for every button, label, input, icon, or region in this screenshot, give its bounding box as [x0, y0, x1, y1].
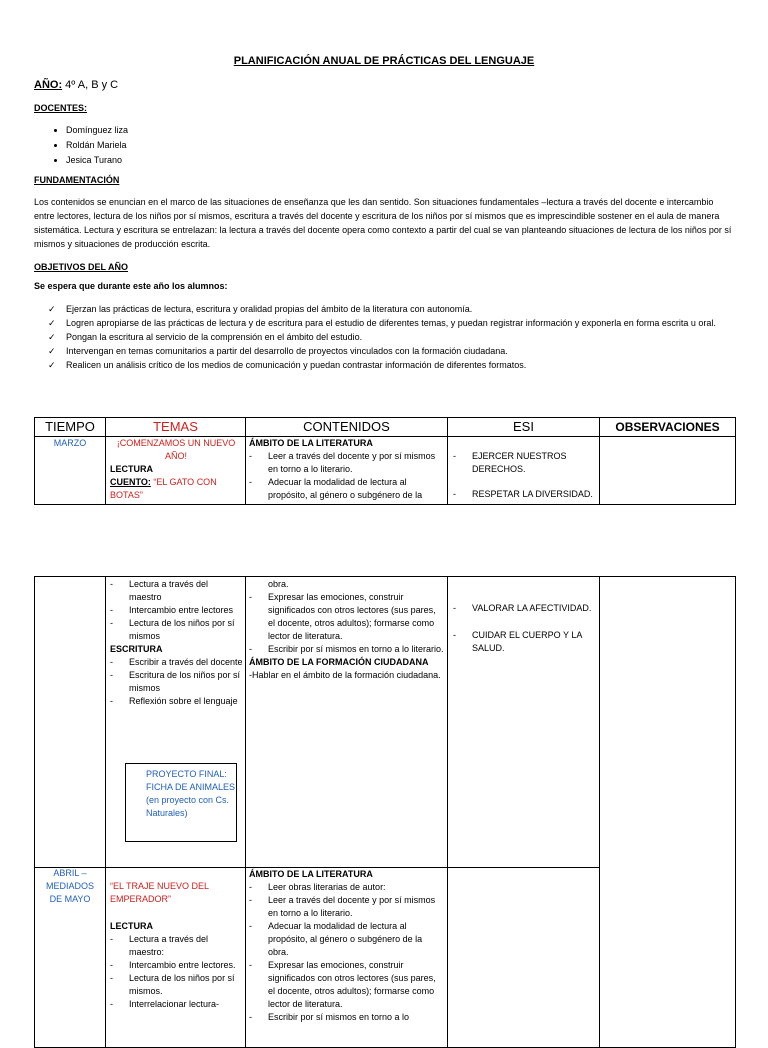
esi-item: - EJERCER NUESTROS DERECHOS.: [453, 451, 567, 474]
contenido-item: - Escribir por sí mismos en torno a lo literario.: [249, 644, 444, 654]
row2-tiempo: ABRIL – MEDIADOS DE MAYO: [45, 868, 94, 904]
contenido-item: - Escribir por sí mismos en torno a lo: [249, 1012, 410, 1022]
check-icon: ✓: [48, 346, 56, 356]
row1-esi-cont: [453, 602, 593, 655]
page-title: PLANIFICACIÓN ANUAL DE PRÁCTICAS DEL LENGUAJE: [233, 55, 535, 67]
ano-label: AÑO:: [34, 79, 63, 91]
objetivo-item: ✓ Intervengan en temas comunitarios a partir del desarrollo de proyectos vinculados con la formación ciudadana.: [48, 346, 508, 356]
esi-item: - RESPETAR LA DIVERSIDAD.: [453, 489, 593, 499]
docentes-label: DOCENTES:: [34, 103, 88, 113]
row1-temas: [110, 437, 242, 502]
row1-esi: [453, 450, 593, 501]
ciudadana-text: -Hablar en el ámbito de la formación ciudadana.: [249, 670, 441, 680]
ambito-ciudadana: ÁMBITO DE LA FORMACIÓN CIUDADANA: [249, 657, 429, 667]
proyecto-final-text: PROYECTO FINAL: FICHA DE ANIMALES (en proyecto con Cs. Naturales): [146, 769, 236, 818]
header-esi: ESI: [513, 419, 534, 434]
tema-item: - Reflexión sobre el lenguaje: [110, 696, 238, 706]
tema-item: - Lectura a través del maestro: [110, 579, 209, 602]
planning-table-header-block: [34, 417, 736, 505]
row1-lectura-label: LECTURA: [110, 464, 153, 474]
row2-tema-title: “EL TRAJE NUEVO DEL EMPERADOR”: [110, 881, 209, 904]
row2-ambito: ÁMBITO DE LA LITERATURA: [249, 869, 373, 879]
tema-item: - Escritura de los niños por sí mismos: [110, 670, 241, 693]
check-icon: ✓: [48, 304, 56, 314]
objetivos-lead: Se espera que durante este año los alumnos:: [34, 281, 228, 291]
objetivo-item: ✓ Pongan la escritura al servicio de la comprensión en el ámbito del estudio.: [48, 332, 363, 342]
row1-contenidos-cont: [249, 578, 444, 682]
row1-tiempo: MARZO: [53, 438, 87, 448]
header-tiempo: TIEMPO: [45, 419, 95, 434]
row2-contenidos: [249, 868, 444, 1024]
docentes-list: [50, 123, 128, 168]
planning-table-continued: [34, 576, 736, 1048]
row1-contenidos: [249, 437, 443, 502]
esi-item: - CUIDAR EL CUERPO Y LA SALUD.: [453, 630, 582, 653]
tema-item: - Intercambio entre lectores.: [110, 960, 236, 970]
fundamentacion-label: FUNDAMENTACIÓN: [34, 175, 120, 185]
header-observaciones: OBSERVACIONES: [615, 420, 720, 434]
ano-line: [34, 79, 118, 91]
contenido-item: - Expresar las emociones, construir significados con otros lectores (sus pares, el docente, otros adultos); formarse como lector de literatura.: [249, 592, 436, 641]
contenido-item: - Adecuar la modalidad de lectura al propósito, al género o subgénero de la obra.: [249, 921, 423, 957]
check-icon: ✓: [48, 332, 56, 342]
check-icon: ✓: [48, 318, 56, 328]
fundamentacion-text: Los contenidos se enuncian en el marco de las situaciones de enseñanza que les dan sentido. Son situaciones fundamentales –lectura a través del docente e intercambio entre lectores, lectura de los niños por sí mismos, escritura a través del docente y escritura de los niños por sí mismos que es imprescindible sostener en el aula de manera sistemática. Lectura y escritura se entrelazan: la lectura a través del docente opera como contexto a partir del cual se van planteando situaciones de lectura de los niños por sí mismos y situaciones de producción escrita.: [34, 197, 732, 249]
proyecto-final-box: [125, 763, 237, 842]
tema-item: - Lectura de los niños por sí mismos.: [110, 973, 235, 996]
contenido-continuation: obra.: [268, 579, 289, 589]
objetivo-item: ✓ Ejerzan las prácticas de lectura, escritura y oralidad propias del ámbito de la literatura con autonomía.: [48, 304, 473, 314]
row1-ambito: ÁMBITO DE LA LITERATURA: [249, 438, 373, 448]
row2-temas: [110, 880, 243, 1011]
objetivo-item: ✓ Logren apropiarse de las prácticas de lectura y de escritura para el estudio de diferentes temas, y puedan registrar información y exponerla en forma escrita u oral.: [48, 318, 716, 328]
tema-item: - Lectura a través del maestro:: [110, 934, 209, 957]
docente-item: • Domínguez liza: [66, 123, 128, 138]
header-temas: TEMAS: [153, 419, 198, 434]
objetivos-label: OBJETIVOS DEL AÑO: [34, 262, 129, 272]
objetivo-item: ✓ Realicen un análisis crítico de los medios de comunicación y puedan contrastar información de diferentes formatos.: [48, 360, 527, 370]
contenido-item: - Expresar las emociones, construir significados con otros lectores (sus pares, el docente, otros adultos); formarse como lector de literatura.: [249, 960, 436, 1009]
check-icon: ✓: [48, 360, 56, 370]
row1-temas-cont: [110, 578, 243, 708]
ano-value: 4º A, B y C: [62, 79, 119, 91]
esi-item: - VALORAR LA AFECTIVIDAD.: [453, 603, 592, 613]
contenido-item: - Leer a través del docente y por sí mismos en torno a lo literario.: [249, 451, 436, 474]
docente-item: • Jesica Turano: [66, 153, 128, 168]
row1-cuento-title: “EL GATO CON BOTAS”: [110, 477, 217, 500]
tema-item: - Escribir a través del docente: [110, 657, 243, 667]
docente-item: • Roldán Mariela: [66, 138, 128, 153]
contenido-item: - Adecuar la modalidad de lectura al propósito, al género o subgénero de la: [249, 477, 423, 500]
row2-lectura-label: LECTURA: [110, 921, 153, 931]
tema-item: - Lectura de los niños por sí mismos: [110, 618, 235, 641]
row1-tema-title: ¡COMENZAMOS UN NUEVO AÑO!: [116, 438, 236, 461]
contenido-item: - Leer a través del docente y por sí mismos en torno a lo literario.: [249, 895, 436, 918]
tema-item: - Interrelacionar lectura-: [110, 999, 220, 1009]
objetivos-list: [48, 302, 738, 372]
row1-cuento-label: CUENTO:: [110, 477, 151, 487]
contenido-item: - Leer obras literarias de autor:: [249, 882, 386, 892]
header-contenidos: CONTENIDOS: [303, 419, 390, 434]
row1-escritura-label: ESCRITURA: [110, 644, 163, 654]
tema-item: - Intercambio entre lectores: [110, 605, 234, 615]
